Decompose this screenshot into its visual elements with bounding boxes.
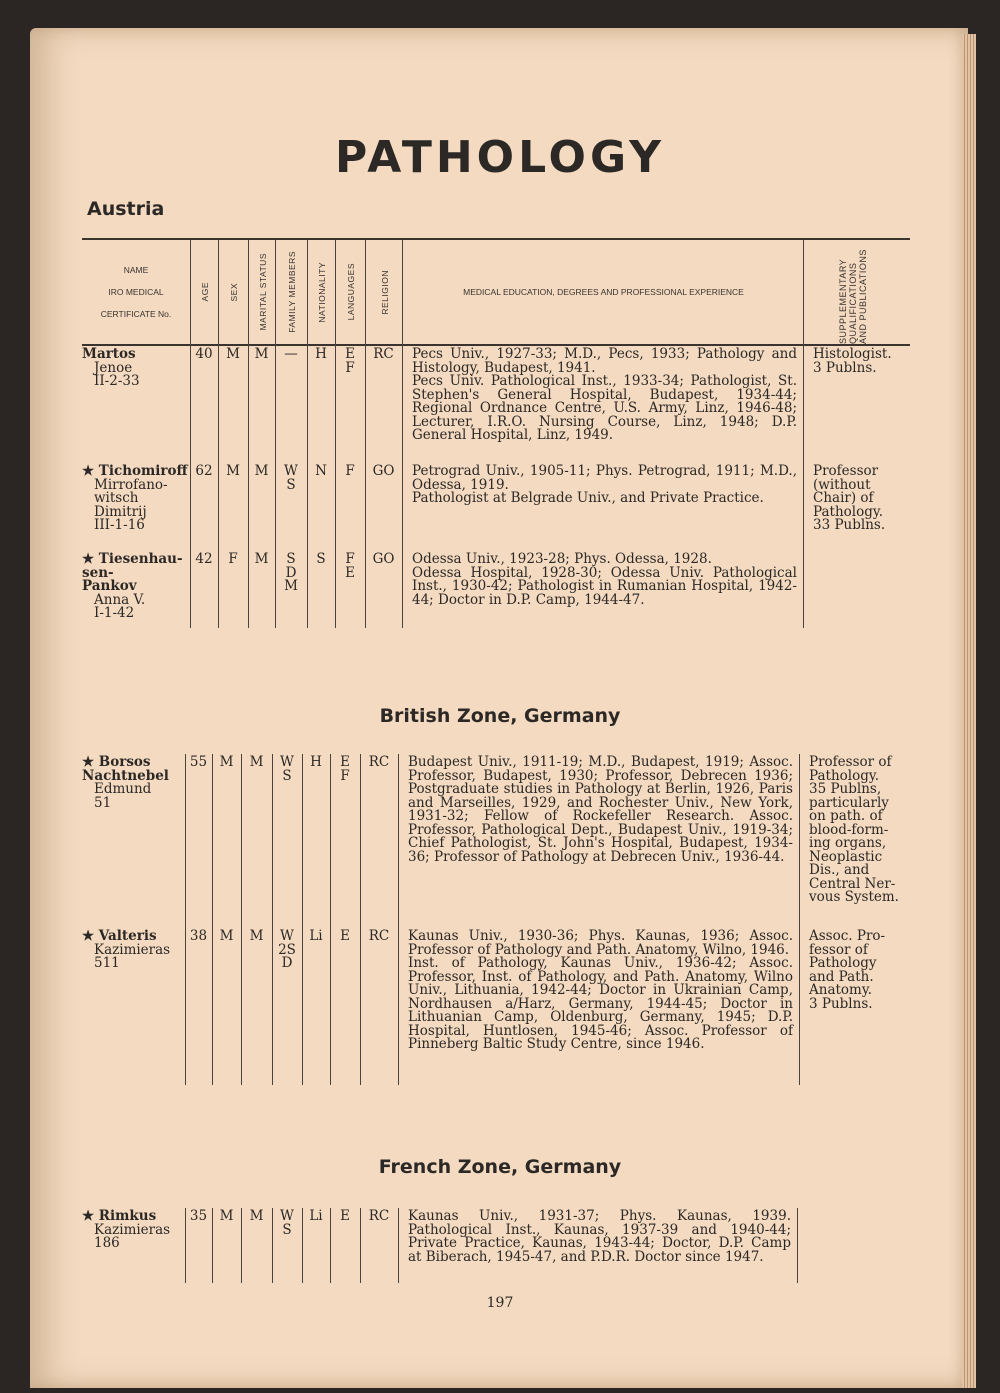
surname: ★ Rimkus xyxy=(82,1208,157,1224)
experience-paragraph: Kaunas Univ., 1931-37; Phys. Kaunas, 1939. Pathological Inst., Kaunas, 1937-39 and 1940-44; Private Practice, Kaunas, 1943-44; Doctor, D.P. Camp at Biberach, 1945-47, and P.D.R. Doctor since 1947. xyxy=(408,1208,791,1265)
entry-experience xyxy=(412,553,797,607)
entry-religion: RC xyxy=(373,346,394,362)
entry-religion: RC xyxy=(368,928,390,944)
surname: ★ Tiesenhau- xyxy=(82,551,183,567)
header-name-line: IRO MEDICAL xyxy=(108,287,164,297)
table-header xyxy=(82,238,910,346)
entry-sex: F xyxy=(228,551,238,567)
column-rule xyxy=(797,1208,798,1283)
column-rule xyxy=(330,754,331,1085)
experience-paragraph: Inst. of Pathology, Kaunas Univ., 1936-42; Assoc. Professor, Inst. of Pathology, and Path. Anatomy, Wilno Univ., Lithuania, 1942-44; Doctor in Ukrainian Camp, Nordhausen a/Harz, Germany, 1944-45; Doctor in Lithuanian Camp, Oldenburg, Germany, 1945; D.P. Hospital, Huntlosen, 1945-46; Assoc. Professor of Pinneberg Baltic Study Centre, since 1946. xyxy=(408,955,793,1052)
entry-marital: M xyxy=(254,346,269,362)
header-age xyxy=(190,240,219,344)
header-marital xyxy=(248,240,276,344)
column-rule xyxy=(335,342,336,628)
column-rule xyxy=(272,754,273,1085)
surname: Nachtnebel xyxy=(82,767,169,784)
name-detail: witsch xyxy=(94,490,139,506)
experience-paragraph: Pecs Univ. Pathological Inst., 1933-34; Pathologist, St. Stephen's General Hospital, Budapest, 1934-44; Regional Ordnance Centre, U.S. Army, Linz, 1946-48; Lecturer, I.R.O. Nursing Course, Linz, 1948; D.P. General Hospital, Linz, 1949. xyxy=(412,373,797,443)
section-british-zone xyxy=(82,754,910,1085)
section-austria xyxy=(82,342,910,628)
experience-paragraph: Odessa Univ., 1923-28; Phys. Odessa, 1928. xyxy=(412,551,712,567)
surname: sen- xyxy=(82,564,114,581)
entry-age: 62 xyxy=(195,463,213,479)
entry-supplementary: Histologist. 3 Publns. xyxy=(813,346,892,376)
entry-marital: M xyxy=(249,1208,264,1224)
column-rule xyxy=(307,342,308,628)
header-languages-label: LANGUAGES xyxy=(346,263,356,321)
column-rule xyxy=(803,342,804,628)
entry-age: 38 xyxy=(189,928,208,944)
header-sex-label: SEX xyxy=(229,282,239,302)
column-rule xyxy=(185,754,186,1085)
entry-family: W S xyxy=(284,463,298,493)
entry-nationality: Li xyxy=(309,1208,323,1224)
entry-experience xyxy=(412,348,797,443)
header-family xyxy=(275,240,308,344)
header-sex xyxy=(218,240,249,344)
entry-nationality: Li xyxy=(309,928,323,944)
entry-age: 40 xyxy=(195,346,213,362)
header-age-label: AGE xyxy=(200,282,210,302)
header-supplementary xyxy=(803,240,911,344)
section-heading-austria: Austria xyxy=(87,198,165,220)
header-languages xyxy=(335,240,366,344)
entry-family: W S xyxy=(280,1208,294,1238)
header-family-label: FAMILY MEMBERS xyxy=(287,251,297,333)
name-detail: Edmund xyxy=(94,781,152,797)
surname: ★ Valteris xyxy=(82,928,157,944)
entry-sex: M xyxy=(226,346,240,362)
entry-religion: RC xyxy=(368,1208,390,1224)
experience-paragraph: Petrograd Univ., 1905-11; Phys. Petrograd, 1911; M.D., Odessa, 1919. xyxy=(412,463,797,493)
entry-sex: M xyxy=(219,928,234,944)
name-detail: 186 xyxy=(94,1235,120,1251)
entry-age: 42 xyxy=(195,551,213,567)
entry-family: — xyxy=(284,346,298,362)
entry-marital: M xyxy=(254,551,269,567)
name-detail: 511 xyxy=(94,955,120,971)
entry-age: 35 xyxy=(189,1208,208,1224)
entry-sex: M xyxy=(219,1208,234,1224)
entry-nationality: S xyxy=(316,551,326,567)
entry-languages: E F xyxy=(340,754,350,784)
column-rule xyxy=(360,754,361,1085)
header-nationality-label: NATIONALITY xyxy=(317,261,327,323)
entry-name xyxy=(82,348,188,389)
header-name xyxy=(82,240,190,344)
surname: ★ Borsos xyxy=(82,754,151,770)
entry-age: 55 xyxy=(189,754,208,770)
column-rule xyxy=(241,754,242,1085)
entry-nationality: H xyxy=(315,346,327,362)
header-nationality xyxy=(307,240,336,344)
header-name-line: CERTIFICATE No. xyxy=(100,309,172,319)
surname: Martos xyxy=(82,346,136,362)
name-detail: III-1-16 xyxy=(94,517,145,533)
entry-name xyxy=(82,1210,183,1251)
column-rule xyxy=(218,342,219,628)
entry-family: W S xyxy=(280,754,294,784)
entry-marital: M xyxy=(249,928,264,944)
entry-name xyxy=(82,930,183,971)
name-detail: Mirrofano- xyxy=(94,476,168,493)
entry-experience xyxy=(412,465,797,506)
name-detail: Kazimieras xyxy=(94,1221,171,1238)
entry-experience xyxy=(408,756,793,864)
header-experience-label: MEDICAL EDUCATION, DEGREES AND PROFESSIONAL EXPERIENCE xyxy=(463,287,744,297)
entry-family: S D M xyxy=(284,551,298,594)
column-rule xyxy=(212,754,213,1085)
section-french-zone xyxy=(82,1208,910,1283)
entry-languages: F xyxy=(345,463,355,479)
section-heading-british-zone: British Zone, Germany xyxy=(379,705,621,727)
entry-languages: E xyxy=(340,1208,350,1224)
page-title: PATHOLOGY xyxy=(335,132,665,183)
column-rule xyxy=(248,342,249,628)
entry-experience xyxy=(408,1210,791,1264)
entry-religion: GO xyxy=(372,551,395,567)
experience-paragraph: Pathologist at Belgrade Univ., and Private Practice. xyxy=(412,490,764,506)
surname: Pankov xyxy=(82,578,137,594)
experience-paragraph: Odessa Hospital, 1928-30; Odessa Univ. Pathological Inst., 1930-42; Pathologist in Rumanian Hospital, 1942-44; Doctor in D.P. Camp, 1944-47. xyxy=(412,564,797,608)
entry-nationality: H xyxy=(310,754,322,770)
column-rule xyxy=(799,754,800,1085)
entry-name xyxy=(82,756,183,810)
name-detail: Anna V. xyxy=(94,591,146,608)
column-rule xyxy=(190,342,191,628)
entry-sex: M xyxy=(226,463,240,479)
surname: ★ Tichomiroff xyxy=(82,463,188,479)
column-rule xyxy=(365,342,366,628)
entry-nationality: N xyxy=(315,463,327,479)
entry-supplementary: Professor of Pathology. 35 Publns, particularly on path. of blood-form- ing organs, Neoplastic Dis., and Central Ner- vous System. xyxy=(809,754,899,905)
column-rule xyxy=(302,754,303,1085)
entry-marital: M xyxy=(249,754,264,770)
header-supplementary-label: SUPPLEMENTARY QUALIFICATIONS AND PUBLICATIONS xyxy=(837,249,868,344)
entry-name xyxy=(82,553,188,621)
name-detail: 51 xyxy=(94,794,112,811)
experience-paragraph: Budapest Univ., 1911-19; M.D., Budapest, 1919; Assoc. Professor, Budapest, 1930; Professor, Debrecen 1936; Postgraduate studies in Pathology at Berlin, 1926, Paris and Marseilles, 1929, and Rochester Univ., New York, 1931-32; Fellow of Rockefeller Research. Assoc. Professor, Pathological Dept., Budapest Univ., 1919-34; Chief Pathologist, St. John's Hospital, Budapest, 1934-36; Professor of Pathology at Debrecen Univ., 1936-44. xyxy=(408,754,793,865)
name-detail: I-1-42 xyxy=(94,605,135,621)
entry-name xyxy=(82,465,188,533)
name-detail: Jenoe xyxy=(94,359,133,376)
section-heading-french-zone: French Zone, Germany xyxy=(378,1156,622,1178)
experience-paragraph: Kaunas Univ., 1930-36; Phys. Kaunas, 1936; Assoc. Professor of Pathology and Path. Anatomy, Wilno, 1946. xyxy=(408,928,793,958)
column-rule xyxy=(398,754,399,1085)
entry-religion: GO xyxy=(372,463,395,479)
header-marital-label: MARITAL STATUS xyxy=(257,253,268,331)
page-number: 197 xyxy=(486,1295,514,1311)
entry-family: W 2S D xyxy=(278,928,296,971)
experience-paragraph: Pecs Univ., 1927-33; M.D., Pecs, 1933; Pathology and Histology, Budapest, 1941. xyxy=(412,346,797,376)
column-rule xyxy=(402,342,403,628)
column-rule xyxy=(398,1208,399,1283)
entry-marital: M xyxy=(254,463,269,479)
name-detail: II-2-33 xyxy=(94,373,140,389)
header-name-line: NAME xyxy=(123,265,149,275)
header-religion xyxy=(365,240,403,344)
entry-supplementary: Assoc. Pro- fessor of Pathology and Path. Anatomy. 3 Publns. xyxy=(809,928,886,1012)
entry-religion: RC xyxy=(368,754,390,770)
header-experience xyxy=(402,240,804,344)
header-religion-label: RELIGION xyxy=(379,269,390,315)
name-detail: Kazimieras xyxy=(94,941,171,958)
entry-experience xyxy=(408,930,793,1052)
entry-languages: E F xyxy=(345,346,355,376)
entry-sex: M xyxy=(219,754,234,770)
entry-supplementary: Professor (without Chair) of Pathology. 33 Publns. xyxy=(813,463,886,533)
entry-languages: F E xyxy=(345,551,355,581)
entry-languages: E xyxy=(340,928,350,944)
name-detail: Dimitrij xyxy=(94,503,147,520)
